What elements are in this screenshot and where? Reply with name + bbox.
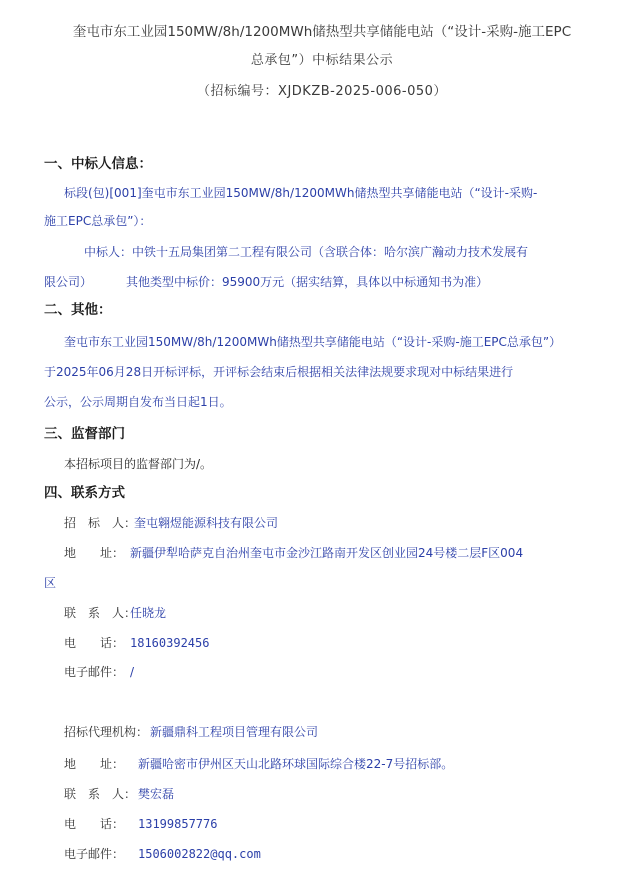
lot-description-line-1: 标段(包)[001]奎屯市东工业园150MW/8h/1200MWh储热型共享储能电站（“设计-采购- xyxy=(64,186,538,200)
tender-number: （招标编号：XJDKZB-2025-006-050） xyxy=(197,84,447,99)
agency-address-value: 新疆哈密市伊州区天山北路环球国际综合楼22-7号招标部。 xyxy=(138,757,454,771)
agency-contact-label: 联 系 人： xyxy=(64,787,137,801)
tenderer-label: 招 标 人： xyxy=(64,516,137,530)
winner-line-2-part-a: 限公司） xyxy=(44,275,93,289)
agency-address-label: 地 址： xyxy=(64,757,125,771)
other-paragraph-line-1: 奎屯市东工业园150MW/8h/1200MWh储热型共享储能电站（“设计-采购-施工EPC总承包”） xyxy=(64,335,562,349)
winning-price: 其他类型中标价：95900万元（据实结算，具体以中标通知书为准） xyxy=(126,275,489,289)
tenderer-value: 奎屯翱煜能源科技有限公司 xyxy=(134,516,279,530)
lot-description-line-2: 施工EPC总承包”）： xyxy=(44,214,152,228)
document-title-line-1: 奎屯市东工业园150MW/8h/1200MWh储热型共享储能电站（“设计-采购-施工EPC xyxy=(72,24,572,40)
other-paragraph-line-2: 于2025年06月28日开标评标，开评标会结束后根据相关法律法规要求现对中标结果进行 xyxy=(44,365,514,379)
agency-phone-label: 电 话： xyxy=(64,817,125,831)
agency-email-label: 电子邮件： xyxy=(64,847,125,861)
agency-label: 招标代理机构： xyxy=(64,725,149,739)
supervision-text: 本招标项目的监督部门为/。 xyxy=(64,457,213,471)
agency-phone-value: 13199857776 xyxy=(138,817,218,831)
contact-label: 联 系 人： xyxy=(64,606,137,620)
section-heading-winner: 一、中标人信息： xyxy=(44,156,152,172)
email-value: / xyxy=(130,665,135,679)
email-label: 电子邮件： xyxy=(64,665,125,679)
section-heading-other: 二、其他： xyxy=(44,302,112,318)
document-title-line-2: 总承包”）中标结果公示 xyxy=(250,53,394,68)
phone-value: 18160392456 xyxy=(130,636,210,650)
phone-label: 电 话： xyxy=(64,636,125,650)
agency-email-value[interactable]: 1506002822@qq.com xyxy=(138,847,261,861)
agency-value: 新疆鼎科工程项目管理有限公司 xyxy=(150,725,319,739)
address-value-line-1: 新疆伊犁哈萨克自治州奎屯市金沙江路南开发区创业园24号楼二层F区004 xyxy=(130,546,524,560)
winner-line-1: 中标人：中铁十五局集团第二工程有限公司（含联合体：哈尔滨广瀚动力技术发展有 xyxy=(84,245,529,259)
section-heading-supervision: 三、监督部门 xyxy=(44,426,125,442)
address-label: 地 址： xyxy=(64,546,125,560)
contact-value: 任晓龙 xyxy=(130,606,167,620)
agency-contact-value: 樊宏磊 xyxy=(138,787,175,801)
other-paragraph-line-3: 公示，公示周期自发布当日起1日。 xyxy=(44,395,232,409)
address-value-line-2: 区 xyxy=(44,576,57,590)
section-heading-contact: 四、联系方式 xyxy=(44,485,125,501)
